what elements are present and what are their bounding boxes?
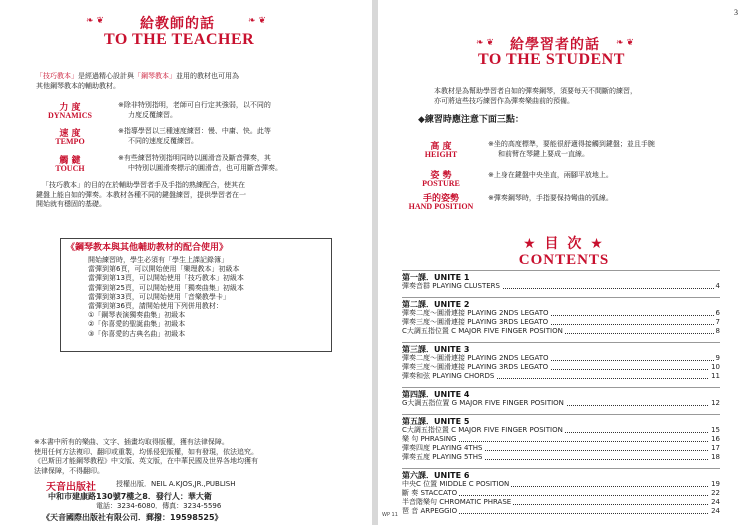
term-tempo-zh: 速 度 — [59, 129, 81, 139]
page-number: 3 — [734, 8, 738, 17]
toc-entry — [402, 354, 720, 363]
materials-line: 當彈到第36頁，請開始使用下列併用教材： — [88, 302, 223, 311]
student-intro — [434, 87, 734, 106]
toc-entry-page: 24 — [711, 498, 720, 506]
term-tempo-desc — [118, 127, 358, 146]
toc-entry-page: 7 — [715, 318, 720, 326]
term-posture-zh: 姿 勢 — [430, 171, 452, 181]
copyright-notice — [34, 438, 354, 476]
toc-entry — [402, 363, 720, 372]
term-hand-zh: 手的姿勢 — [422, 194, 459, 204]
toc-divider — [402, 387, 720, 388]
toc-divider — [402, 270, 720, 271]
ornament-right: ❧ ❦ — [248, 16, 266, 26]
keyword: 「技巧教本」 — [36, 72, 78, 80]
toc-entry-title: 彈奏五度 PLAYING 5THS — [402, 453, 483, 461]
toc-entry-title: G大調五指位置 G MAJOR FIVE FINGER POSITION — [402, 399, 564, 407]
toc-entry — [402, 309, 720, 318]
toc-entry-title: 彈奏三度～圓滑連接 PLAYING 3RDS LEGATO — [402, 363, 549, 371]
toc-divider — [402, 414, 720, 415]
toc-entry-title: C大調五指位置 C MAJOR FIVE FINGER POSITION — [402, 426, 563, 434]
toc-entry — [402, 453, 720, 462]
toc-entry-title: C大調五指位置 C MAJOR FIVE FINGER POSITION — [402, 327, 563, 335]
copyright-line: ※本書中所有的樂曲、文字、插畫均取得版權，獲有法律保障。 — [34, 438, 229, 446]
toc-entry — [402, 435, 720, 444]
copyright-line: 《巴斯田才能鋼琴教程》中文版、英文版，在中華民國及世界各地均獲有 — [34, 457, 258, 465]
teacher-title-zh: 給教師的話 — [140, 16, 215, 32]
publisher-phone: 電話：3234-6080．傳真：3234-5596 — [96, 502, 222, 510]
materials-line: 開始練習時，學生必須有「學生上課記錄簿」 — [88, 256, 228, 264]
desc-line: 和前臂在琴鍵上要成一直線。 — [498, 149, 589, 158]
publisher-address: 中和市建康路130號7樓之8．發行人：華大衛 — [48, 492, 212, 501]
toc-entry-title: 樂 句 PHRASING — [402, 435, 457, 443]
toc-unit-heading: 第二課．UNITE 2 — [402, 300, 470, 309]
intro-line: 亦可將這些技巧練習作為彈奏樂曲前的預備。 — [434, 96, 574, 105]
toc-entry-page: 17 — [711, 444, 720, 452]
toc-entry — [402, 318, 720, 327]
toc-entry-title: 彈奏四度 PLAYING 4THS — [402, 444, 483, 452]
toc-entry-page: 19 — [711, 480, 720, 488]
materials-line: ②「你喜愛的聖誕曲集」初級本 — [88, 320, 186, 329]
toc-entry-title: 中央C 位置 MIDDLE C POSITION — [402, 480, 510, 488]
term-touch-en: TOUCH — [55, 164, 85, 173]
materials-box-title: 《鋼琴教本與其他輔助教材的配合使用》 — [66, 243, 229, 253]
contents-title-en: CONTENTS — [518, 252, 610, 268]
desc-line: 力度反覆練習。 — [128, 110, 177, 119]
materials-list — [88, 256, 326, 339]
para-line: 開始就有穩固的基礎。 — [36, 200, 106, 208]
materials-line: 當彈到第33頁，可以開始使用「音樂教學卡」 — [88, 292, 230, 301]
student-title-en: TO THE STUDENT — [478, 51, 625, 68]
toc-entry-title: 彈奏二度～圓滑連接 PLAYING 2NDS LEGATO — [402, 309, 549, 317]
desc-line: ※有些練習特別指明同時以圓滑音及斷音彈奏，其 — [118, 154, 271, 162]
toc-entry — [402, 480, 720, 489]
term-posture-desc: ※上身在鍵盤中央坐直，兩腳平放地上。 — [488, 171, 613, 179]
toc-entry-page: 4 — [715, 282, 720, 290]
term-hand-en: HAND POSITION — [408, 202, 474, 211]
toc-unit-heading: 第一課．UNITE 1 — [402, 273, 470, 282]
toc-entry-title: 斷 奏 STACCATO — [402, 489, 458, 497]
toc-entry — [402, 426, 720, 435]
toc-entry-page: 10 — [711, 363, 720, 371]
toc-entry-title: 琶 音 ARPEGGIO — [402, 507, 458, 515]
toc-entry-title: 彈奏音群 PLAYING CLUSTERS — [402, 282, 500, 290]
toc-entry — [402, 498, 720, 507]
publisher-auth: 授權出版．NEIL A.KJOS,JR.,PUBLISH — [116, 480, 236, 488]
toc-entry-page: 22 — [711, 489, 720, 497]
term-dynamics-desc — [118, 101, 358, 120]
intro-text: 其他鋼琴教本的輔助教材。 — [36, 81, 120, 90]
toc-entry-title: 彈奏和弦 PLAYING CHORDS — [402, 372, 495, 380]
term-touch-desc — [118, 154, 358, 173]
toc-entry — [402, 372, 720, 381]
left-page — [0, 0, 372, 525]
term-dynamics-en: DYNAMICS — [48, 111, 92, 120]
teacher-title-en: TO THE TEACHER — [104, 31, 255, 48]
publisher-name: 天音出版社 — [46, 482, 96, 493]
toc-entry-page: 15 — [711, 426, 720, 434]
toc-divider — [402, 468, 720, 469]
toc-unit-heading: 第六課．UNITE 6 — [402, 471, 470, 480]
toc-entry-title: 彈奏二度～圓滑連接 PLAYING 2NDS LEGATO — [402, 354, 549, 362]
toc-entry-page: 9 — [715, 354, 720, 362]
toc-entry-page: 11 — [711, 372, 720, 380]
teacher-paragraph — [36, 181, 356, 210]
desc-line: 中特別以圓滑奏標示的圓滑音，也可用斷音彈奏。 — [128, 163, 282, 172]
para-line: 「技巧教本」的目的在於輔助學習者手及手指的熟練配合，使其在 — [42, 181, 245, 189]
toc-entry — [402, 327, 720, 336]
toc-entry-page: 12 — [711, 399, 720, 407]
toc-entry-title: 半音階樂句 CHROMATIC PHRASE — [402, 498, 512, 506]
intro-text: 是經過精心設計與 — [78, 72, 134, 80]
ornament-right: ❧ ❦ — [616, 38, 634, 48]
term-touch-zh: 觸 鍵 — [59, 156, 81, 166]
intro-line: 本教材是為幫助學習者自如的彈奏鋼琴，須要每天不間斷的練習， — [434, 87, 637, 95]
materials-line: 當彈到第13頁，可以開始使用「技巧教本」初級本 — [88, 274, 244, 283]
term-height-en: HEIGHT — [424, 150, 458, 159]
term-height-zh: 高 度 — [430, 142, 452, 152]
toc-entry — [402, 399, 720, 408]
toc-entry — [402, 507, 720, 516]
materials-line: ①「鋼琴表演獨奏曲集」初級本 — [88, 311, 186, 320]
toc-divider — [402, 297, 720, 298]
footer-code: WP 11 — [382, 512, 398, 518]
toc-entry-page: 6 — [715, 309, 720, 317]
term-dynamics-zh: 力 度 — [59, 103, 81, 113]
desc-line: ※除非特別指明，老師可自行定其強弱，以不同的 — [118, 101, 271, 109]
materials-line: ③「你喜愛的古典名曲」初級本 — [88, 329, 186, 338]
teacher-intro — [36, 72, 356, 91]
desc-line: 不同的速度反覆練習。 — [128, 136, 198, 145]
toc-entry-page: 18 — [711, 453, 720, 461]
ornament-left: ❧ ❦ — [476, 38, 494, 48]
term-tempo-en: TEMPO — [55, 137, 85, 146]
publisher-company: 《天音國際出版社有限公司．郵撥：19598525》 — [42, 513, 223, 522]
attention-heading: ◆練習時應注意下面三點： — [418, 115, 524, 125]
term-hand-desc: ※彈奏鋼琴時，手指要保持彎曲的弧線。 — [488, 194, 613, 202]
term-height-desc — [488, 140, 738, 159]
toc-entry — [402, 489, 720, 498]
toc-entry-page: 24 — [711, 507, 720, 515]
toc-unit-heading: 第五課．UNITE 5 — [402, 417, 470, 426]
copyright-line: 使用任何方法複印、翻印或重製，均係侵犯版權，如有發現，依法追究。 — [34, 447, 258, 456]
keyword: 「鋼琴教本」 — [134, 72, 176, 80]
toc-entry-page: 8 — [715, 327, 720, 335]
desc-line: ※坐的高度標準，要能很舒適得接觸到鍵盤；並且手腕 — [488, 140, 655, 148]
toc-unit-heading: 第三課．UNITE 3 — [402, 345, 470, 354]
desc-line: ※指導學習以三種速度練習：慢、中庸、快。此等 — [118, 127, 271, 135]
copyright-line: 法律保障，不得翻印。 — [34, 466, 104, 475]
toc-divider — [402, 342, 720, 343]
intro-text: 並用的教材也可用為 — [176, 72, 239, 80]
materials-line: 當彈到第6頁，可以開始使用「樂理教本」初級本 — [88, 265, 240, 274]
contents-title-zh: ★ 目 次 ★ — [523, 236, 605, 252]
toc-entry — [402, 282, 720, 291]
student-title-zh: 給學習者的話 — [510, 37, 600, 53]
materials-line: 當彈到第25頁，可以開始使用「獨奏曲集」初級本 — [88, 283, 244, 292]
ornament-left: ❧ ❦ — [86, 16, 104, 26]
toc-entry-title: 彈奏三度～圓滑連接 PLAYING 3RDS LEGATO — [402, 318, 549, 326]
toc-unit-heading: 第四課．UNITE 4 — [402, 390, 470, 399]
term-posture-en: POSTURE — [422, 179, 460, 188]
para-line: 鍵盤上能自如的彈奏。本教材各種不同的鍵盤練習，提供學習者在一 — [36, 190, 246, 199]
toc-entry — [402, 444, 720, 453]
toc-entry-page: 16 — [711, 435, 720, 443]
